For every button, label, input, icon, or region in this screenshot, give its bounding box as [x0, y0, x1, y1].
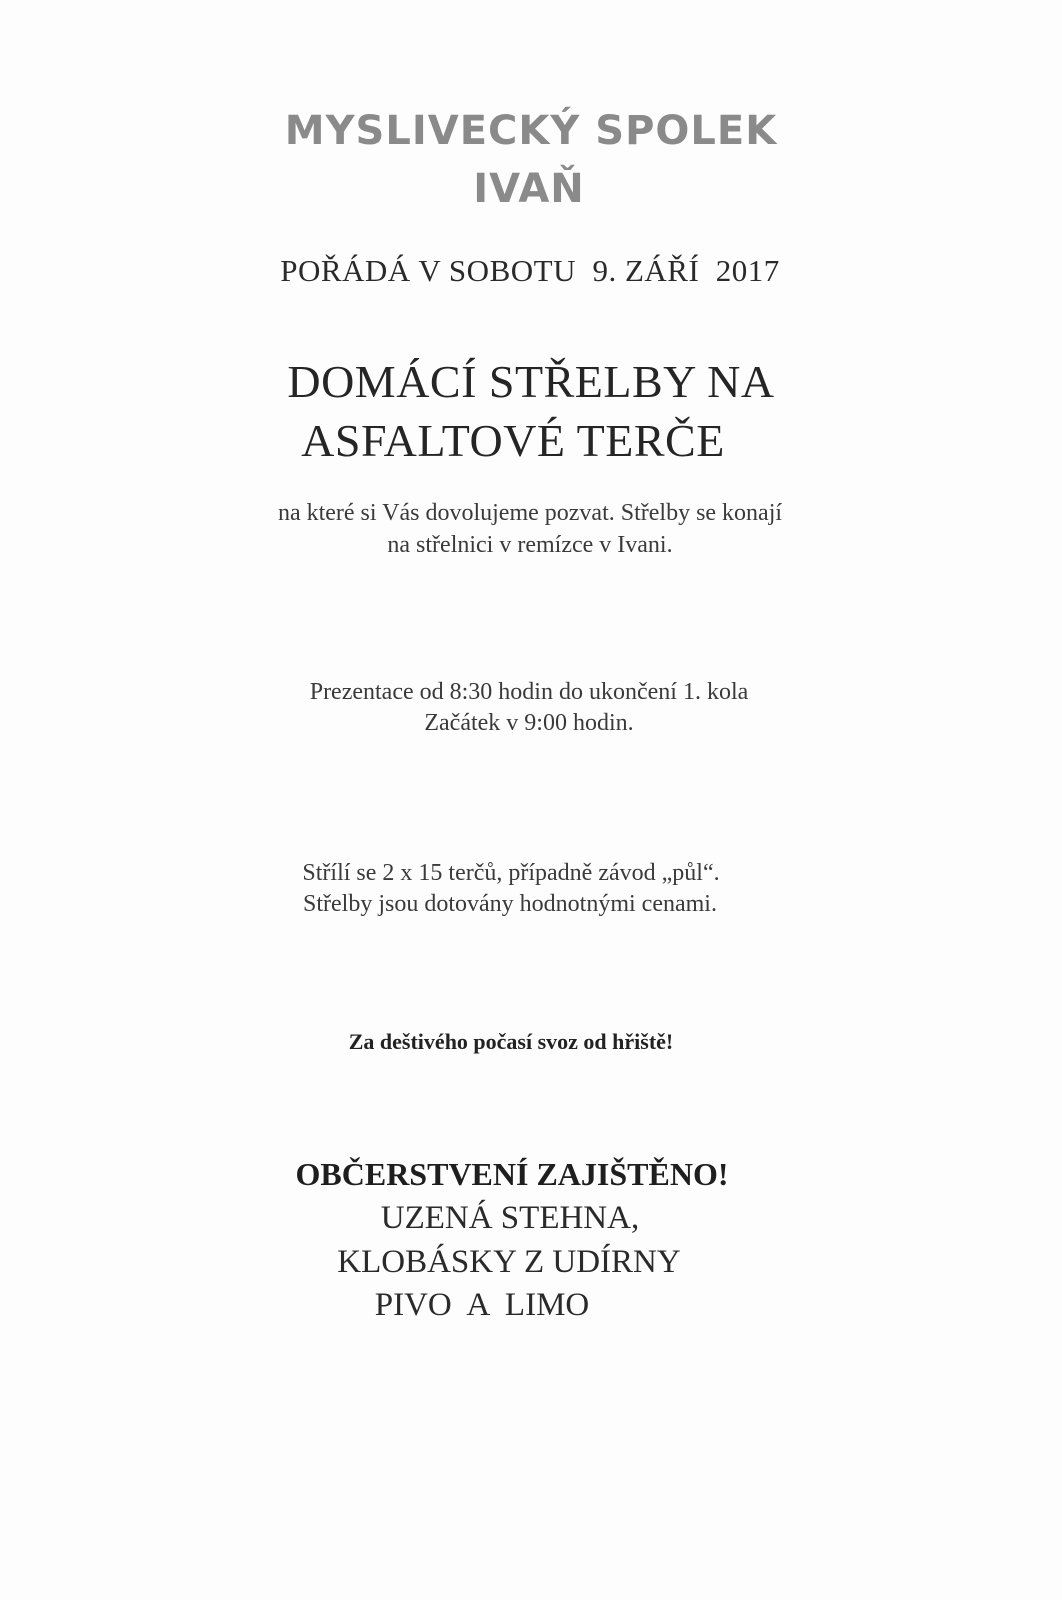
invitation-text-line-1: na které si Vás dovolujeme pozvat. Střelby se konají	[277, 500, 783, 526]
event-title-line-1: DOMÁCÍ STŘELBY NA	[287, 356, 775, 407]
shooting-rules-line-2: Střelby jsou dotovány hodnotnými cenami.	[303, 891, 717, 917]
event-date: POŘÁDÁ V SOBOTU 9. ZÁŘÍ 2017	[280, 253, 780, 288]
shooting-rules-line-1: Střílí se 2 x 15 terčů, případně závod „půl“.	[302, 860, 720, 886]
organizer-name: MYSLIVECKÝ SPOLEK	[284, 108, 778, 154]
invitation-text-line-2: na střelnici v remízce v Ivani.	[387, 532, 673, 558]
rain-notice: Za deštivého počasí svoz od hřiště!	[348, 1029, 674, 1054]
menu-item: UZENÁ STEHNA,	[380, 1200, 640, 1236]
refreshment-title: OBČERSTVENÍ ZAJIŠTĚNO!	[295, 1156, 729, 1192]
presentation-time-line-1: Prezentace od 8:30 hodin do ukončení 1. kola	[309, 679, 749, 705]
menu-item: PIVO A LIMO	[374, 1287, 590, 1323]
menu-item: KLOBÁSKY Z UDÍRNY	[337, 1244, 681, 1280]
event-title-line-2: ASFALTOVÉ TERČE	[301, 415, 725, 466]
organizer-location: IVAŇ	[473, 166, 585, 212]
presentation-time-line-2: Začátek v 9:00 hodin.	[424, 710, 634, 736]
